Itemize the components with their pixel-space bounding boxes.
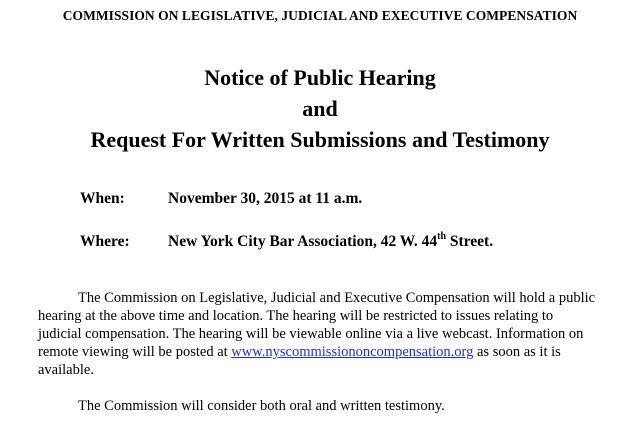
testimony-paragraph [38,397,628,415]
paragraph-line-4 [38,343,628,361]
where-value-end: Street. [446,233,494,250]
paragraph-line-5: available. [38,362,94,378]
paragraph-line-3: judicial compensation. The hearing will be viewable online via a live webcast. Information on [38,326,584,342]
paragraph-line-4-before: remote viewing will be posted at [38,344,232,360]
paragraph-line-1: The Commission on Legislative, Judicial and Executive Compensation will hold a public [78,290,596,306]
testimony-line: The Commission will consider both oral and written testimony. [78,398,445,414]
where-label: Where: [80,233,130,250]
notice-title [0,62,640,155]
where-value [168,233,493,251]
where-value-superscript: th [437,231,447,242]
paragraph-line-4-after: as soon as it is [473,344,561,360]
title-line-1: Notice of Public Hearing [204,65,436,90]
commission-heading: COMMISSION ON LEGISLATIVE, JUDICIAL AND EXECUTIVE COMPENSATION [62,8,578,23]
when-value: November 30, 2015 at 11 a.m. [168,190,363,207]
title-line-2: and [302,96,338,121]
hearing-paragraph [38,289,628,379]
when-label: When: [80,190,125,207]
title-line-3: Request For Written Submissions and Testimony [90,127,550,152]
commission-website-link[interactable]: www.nyscommissiononcompensation.org [231,344,474,360]
where-value-main: New York City Bar Association, 42 W. 44 [168,233,438,250]
paragraph-line-2: hearing at the above time and location. The hearing will be restricted to issues relating to [38,308,554,324]
